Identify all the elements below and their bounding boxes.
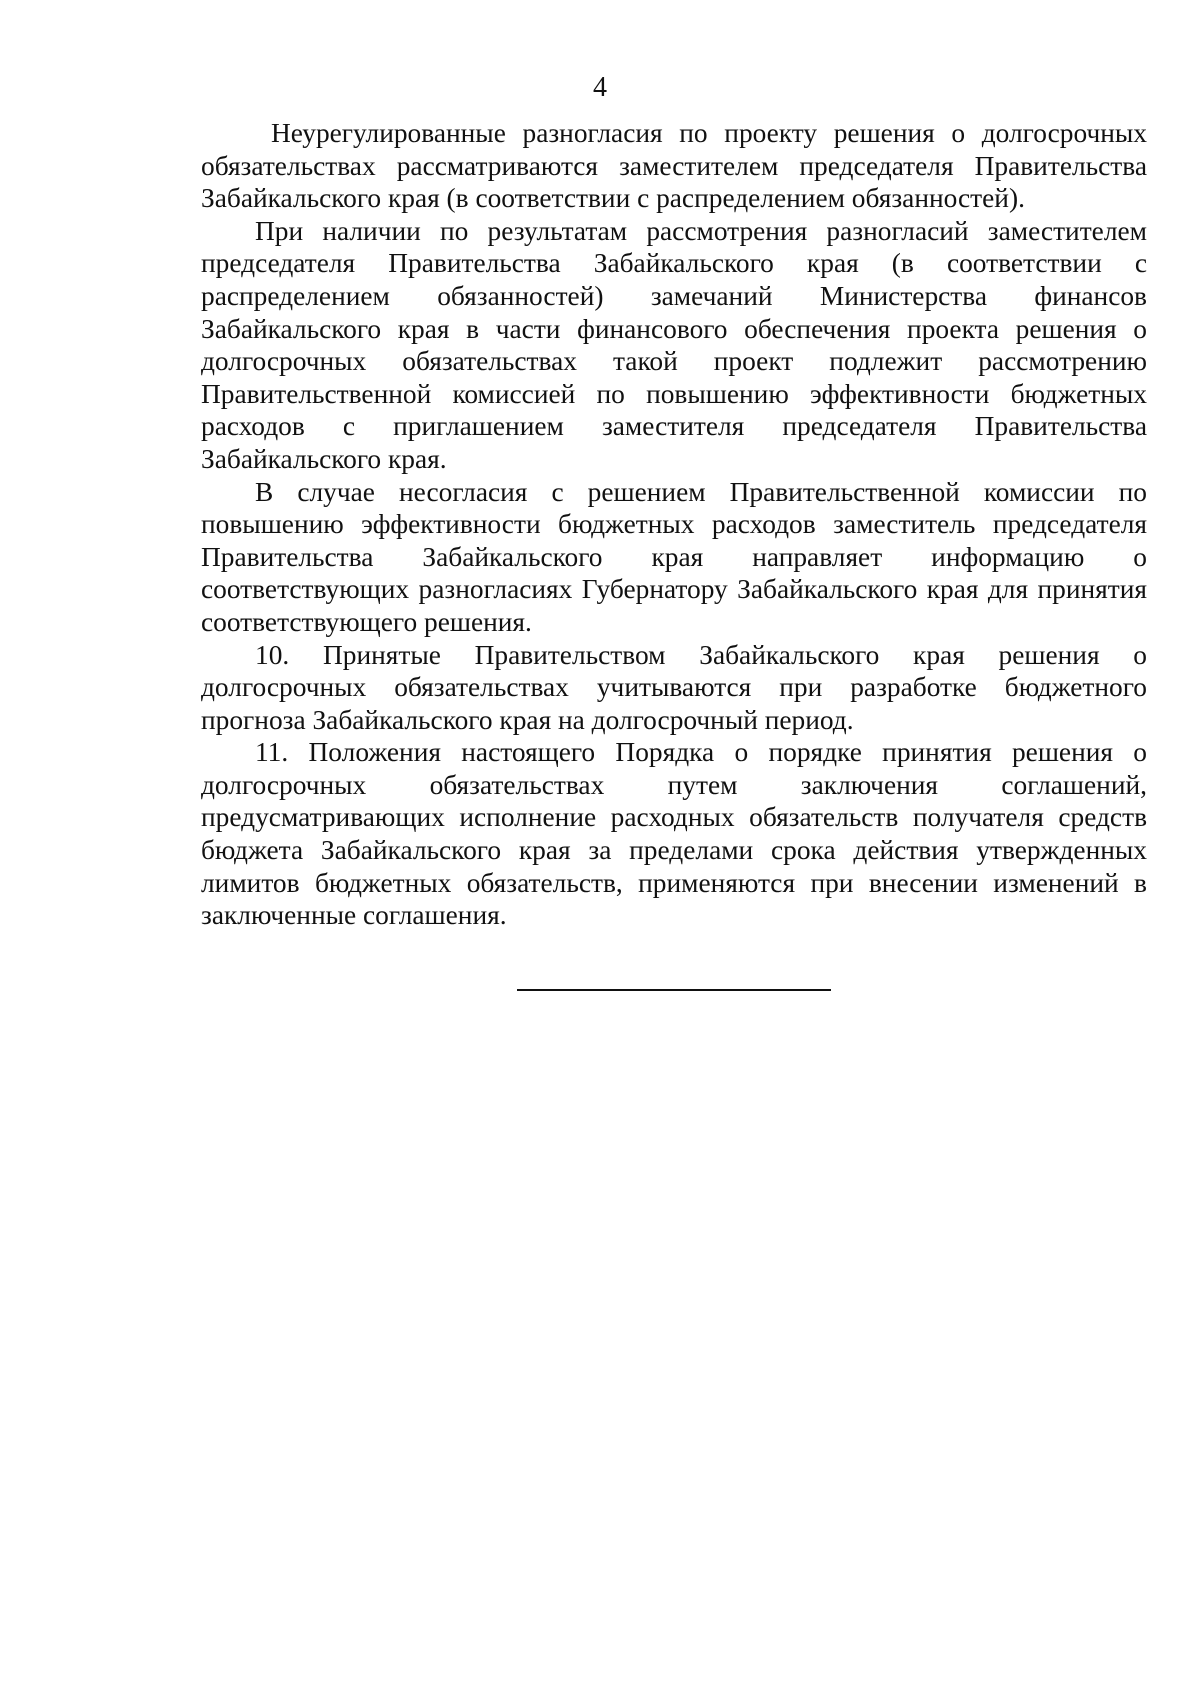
paragraph-item-10: 10. Принятые Правительством Забайкальского края решения о долгосрочных обязательствах учитываются при разработке бюджетного прогноза Забайкальского края на долгосрочный период. bbox=[201, 639, 1147, 735]
paragraph-item-11: 11. Положения настоящего Порядка о порядке принятия решения о долгосрочных обязательствах путем заключения соглашений, предусматривающих исполнение расходных обязательств получателя средств бюджета Забайкальского края за пределами срока действия утвержденных лимитов бюджетных обязательств, применяются при внесении изменений в заключенные соглашения. bbox=[201, 737, 1147, 931]
closing-horizontal-rule bbox=[517, 989, 831, 991]
paragraph-ministry-remarks: При наличии по результатам рассмотрения разногласий заместителем председателя Правительства Забайкальского края (в соответствии с распределением обязанностей) замечаний Министерства финансов Забайкальского края в части финансового обеспечения проекта решения о долгосрочных обязательствах такой проект подлежит рассмотрению Правительственной комиссией по повышению эффективности бюджетных расходов с приглашением заместителя председателя Правительства Забайкальского края. bbox=[201, 215, 1147, 474]
page-number: 4 bbox=[593, 72, 607, 103]
paragraph-commission-disagreement: В случае несогласия с решением Правительственной комиссии по повышению эффективности бюджетных расходов заместитель председателя Правительства Забайкальского края направляет информацию о соответствующих разногласиях Губернатору Забайкальского края для принятия соответствующего решения. bbox=[201, 476, 1147, 637]
document-body bbox=[201, 117, 1147, 932]
paragraph-unresolved-disagreements: Неурегулированные разногласия по проекту решения о долгосрочных обязательствах рассматриваются заместителем председателя Правительства Забайкальского края (в соответствии с распределением обязанностей). bbox=[201, 118, 1147, 214]
